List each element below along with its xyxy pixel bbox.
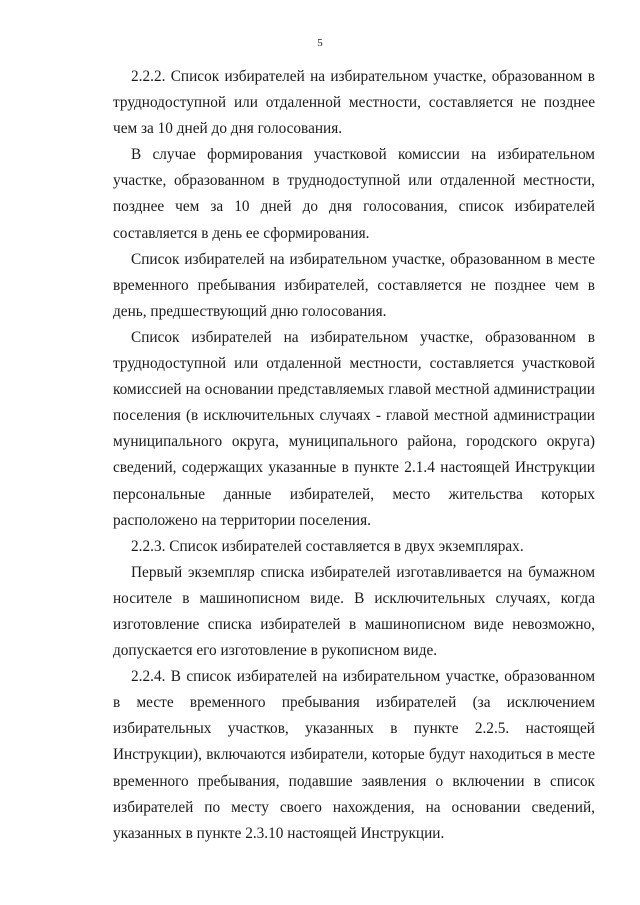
paragraph-commission-formation: В случае формирования участковой комиссии на избирательном участке, образованном в труднодоступной или отдаленной местности, позднее чем за 10 дней до дня голосования, список избирателей составляется в день ее сформирования.	[113, 146, 595, 242]
paragraph-temporary-stay: Список избирателей на избирательном участке, образованном в месте временного пребывания избирателей, составляется не позднее чем в день, предшествующий дню голосования.	[113, 250, 595, 320]
paragraph-2-2-2: 2.2.2. Список избирателей на избирательном участке, образованном в труднодоступной или отдаленной местности, составляется не позднее чем за 10 дней до дня голосования.	[113, 68, 595, 138]
document-body	[113, 64, 595, 847]
paragraph-2-2-3: 2.2.3. Список избирателей составляется в двух экземплярах.	[131, 537, 524, 555]
page-number: 5	[317, 37, 323, 49]
paragraph-2-2-4: 2.2.4. В список избирателей на избирательном участке, образованном в месте временного пребывания избирателей (за исключением избирательных участков, указанных в пункте 2.2.5. настоящей Инструкции), включаются избиратели, которые будут находиться в месте временного пребывания, подавшие заявления о включении в список избирателей по месту своего нахождения, на основании сведений, указанных в пункте 2.3.10 настоящей Инструкции.	[113, 668, 595, 842]
paragraph-first-copy: Первый экземпляр списка избирателей изготавливается на бумажном носителе в машинописном виде. В исключительных случаях, когда изготовление списка избирателей в машинописном виде невозможно, допускается его изготовление в рукописном виде.	[113, 563, 595, 660]
paragraph-remote-area-list: Список избирателей на избирательном участке, образованном в труднодоступной или отдаленной местности, составляется участковой комиссией на основании представляемых главой местной администрации поселения (в исключительных случаях - главой местной администрации муниципального округа, муниципального района, городского округа) сведений, содержащих указанные в пункте 2.1.4 настоящей Инструкции персональные данные избирателей, место жительства которых расположено на территории поселения.	[113, 328, 595, 529]
